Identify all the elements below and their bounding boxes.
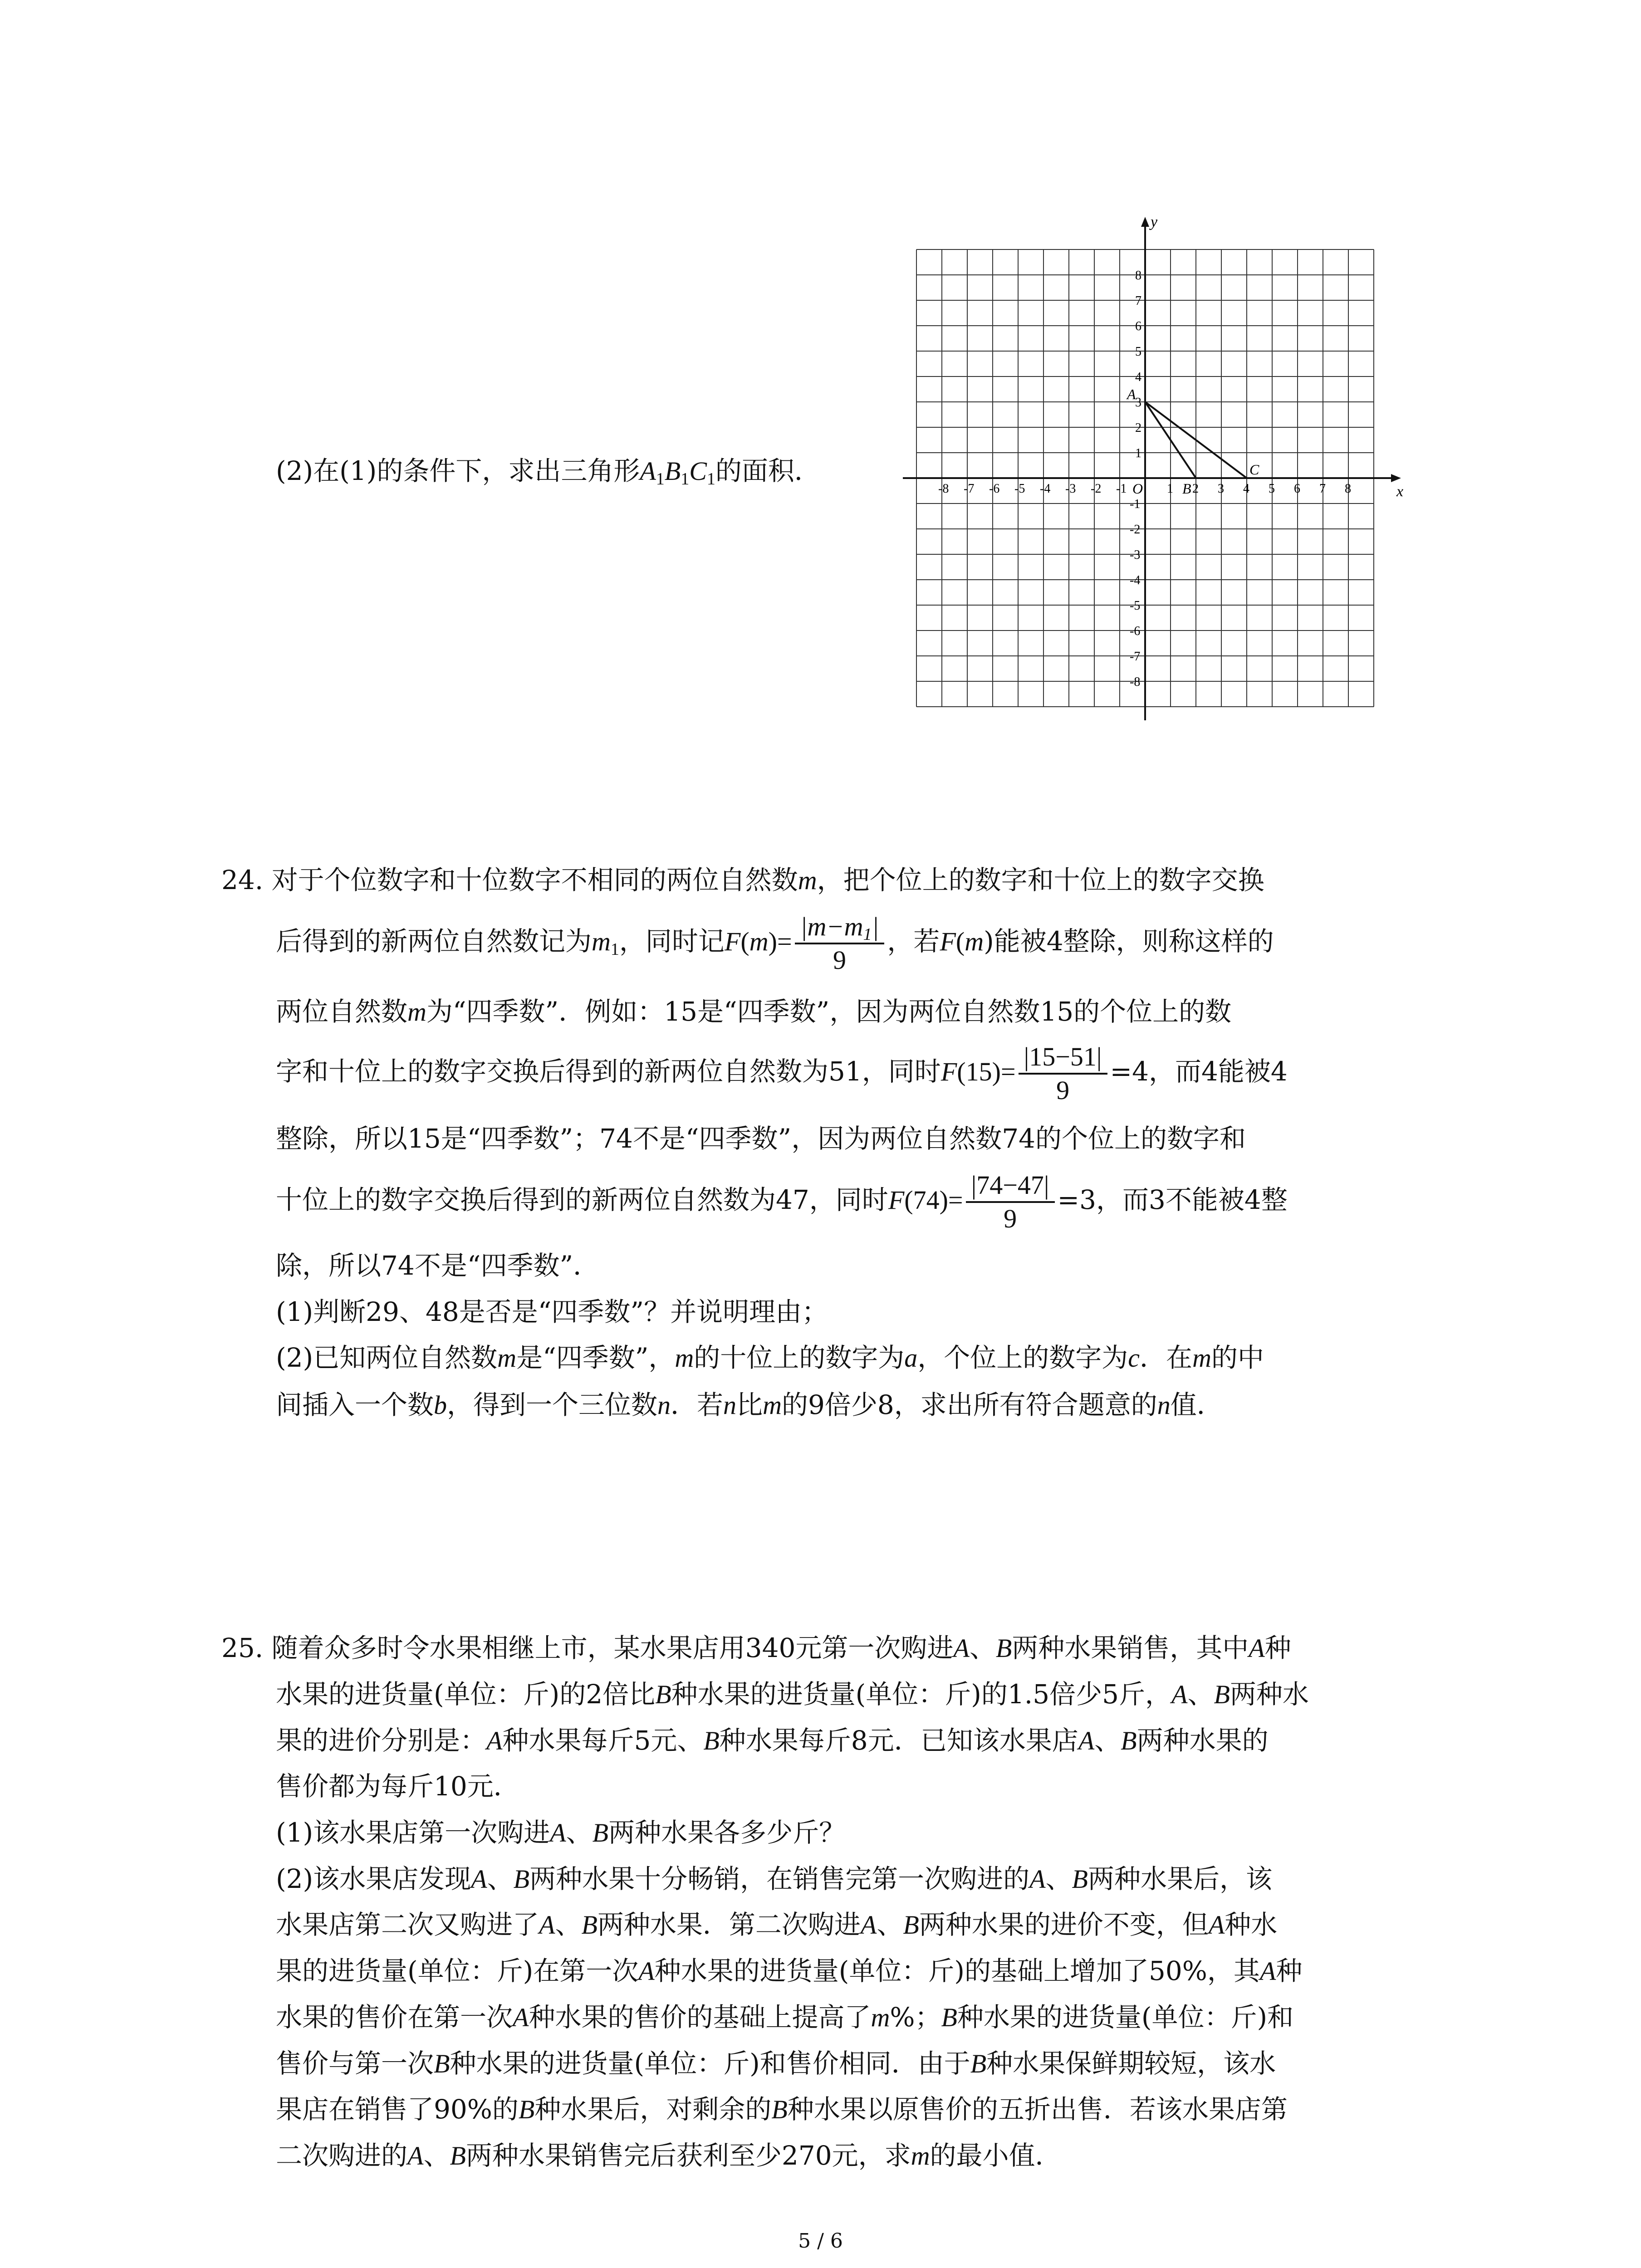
y-tick-label: -5 [1130,599,1141,613]
y-tick-label: 2 [1135,421,1141,435]
y-tick-label: -7 [1130,650,1141,664]
y-tick-label: 5 [1135,345,1141,359]
q25-part2-line-1: (2)该水果店发现A、B两种水果十分畅销，在销售完第一次购进的A、B两种水果后，该 [276,1863,1272,1894]
q25-line-1: 25. 随着众多时令水果相继上市，某水果店用340元第一次购进A、B两种水果销售，其中A种 [221,1633,1291,1663]
q25-part2-line-6: 果店在销售了90%的B种水果后，对剩余的B种水果以原售价的五折出售．若该水果店第 [276,2094,1288,2125]
x-tick-label: -2 [1091,482,1102,496]
x-tick-label: -8 [938,482,949,496]
y-axis-arrow [1141,217,1149,227]
x-tick-label: -6 [989,482,1000,496]
q25-part1: (1)该水果店第一次购进A、B两种水果各多少斤？ [276,1817,846,1848]
q23-part2: (2)在(1)的条件下，求出三角形$A_1B_1C_1$的面积． [276,455,821,489]
q25-line-3: 果的进价分别是：A种水果每斤5元、B种水果每斤8元．已知该水果店A、B两种水果的 [276,1725,1269,1756]
x-tick-label: 7 [1319,482,1326,496]
y-tick-label: 7 [1135,294,1141,308]
q24-line-5: 整除，所以15是“四季数”；74不是“四季数”，因为两位自然数74的个位上的数字和 [276,1123,1246,1154]
q25-part2-line-2: 水果店第二次又购进了A、B两种水果．第二次购进A、B两种水果的进价不变，但A种水 [276,1909,1278,1940]
q25-part2-line-5: 售价与第一次B种水果的进货量(单位：斤)和售价相同．由于B种水果保鲜期较短，该水 [276,2048,1276,2079]
q24-part2-line-1: (2)已知两位自然数m是“四季数”，m的十位上的数字为a，个位上的数字为c．在m的中 [276,1342,1264,1373]
q25-part2-line-3: 果的进货量(单位：斤)在第一次A种水果的进货量(单位：斤)的基础上增加了50%，其A种 [276,1955,1303,1986]
x-axis-arrow [1391,474,1401,482]
q24-part2-line-2: 间插入一个数b，得到一个三位数n．若n比m的9倍少8，求出所有符合题意的n值． [276,1389,1223,1420]
x-tick-label: 4 [1243,482,1249,496]
x-tick-label: -1 [1116,482,1127,496]
x-tick-label: 1 [1167,482,1173,496]
y-tick-label: 6 [1135,319,1141,333]
x-tick-label: -5 [1014,482,1025,496]
x-tick-label: 8 [1345,482,1351,496]
x-tick-label: 2 [1192,482,1199,496]
y-tick-label: -6 [1130,624,1141,638]
x-tick-label: -3 [1065,482,1076,496]
q25-part2-line-7: 二次购进的A、B两种水果销售完后获利至少270元，求m的最小值． [276,2140,1062,2171]
q24-line-3: 两位自然数m为“四季数”．例如：15是“四季数”，因为两位自然数15的个位上的数 [276,996,1232,1027]
y-axis-label: y [1151,214,1158,230]
point-a-label: A [1127,386,1136,402]
q24-line-6: 十位上的数字交换后得到的新两位自然数为47，同时F(74)= $\frac{|74-47|}{9}$ =3，而3不能被4整 [276,1169,1288,1235]
q25-line-4: 售价都为每斤10元． [276,1771,520,1802]
x-tick-label: -4 [1040,482,1051,496]
page-number: 5 / 6 [798,2229,843,2253]
y-tick-label: -8 [1130,675,1141,689]
q24-line-2: 后得到的新两位自然数记为$m_1$，同时记F(m)= $\frac{|m-m_1|}{9}$ ，若F(m)能被4整除，则称这样的 [276,911,1274,976]
fraction-F-74: $\frac{|74-47|}{9}$ [966,1169,1055,1235]
triangle-abc [1126,386,1259,497]
fraction-F-15: $\frac{|15-51|}{9}$ [1019,1041,1107,1106]
y-tick-label: -1 [1130,497,1141,511]
y-tick-label: 4 [1135,370,1141,384]
x-tick-label: 5 [1269,482,1275,496]
x-tick-label: 3 [1218,482,1224,496]
origin-label: O [1132,480,1143,497]
y-tick-label: -3 [1130,548,1141,562]
axes [903,214,1403,720]
y-tick-label: -2 [1130,523,1141,537]
point-c-label: C [1249,461,1259,478]
fraction-F-m: $\frac{|m-m_1|}{9}$ [795,911,885,976]
y-tick-label: 8 [1135,269,1141,283]
y-tick-label: 3 [1135,396,1141,410]
q24-line-4: 字和十位上的数字交换后得到的新两位自然数为51，同时F(15)= $\frac{|15-51|}{9}$ =4，而4能被4 [276,1041,1288,1106]
q24-part1: (1)判断29、48是否是“四季数”？并说明理由； [276,1296,828,1327]
q25-line-2: 水果的进货量(单位：斤)的2倍比B种水果的进货量(单位：斤)的1.5倍少5斤，A、B两种水 [276,1679,1309,1710]
x-tick-label: 6 [1294,482,1300,496]
q24-line-7: 除，所以74不是“四季数”． [276,1250,600,1281]
coordinate-grid [885,213,1420,739]
y-tick-label: -4 [1130,573,1141,587]
q24-line-1: 24. 对于个位数字和十位数字不相同的两位自然数m，把个位上的数字和十位上的数字交换 [221,865,1264,895]
y-tick-label: 1 [1135,446,1141,460]
q25-part2-line-4: 水果的售价在第一次A种水果的售价的基础上提高了m%；B种水果的进货量(单位：斤)和 [276,2002,1294,2033]
point-b-label: B [1182,480,1191,497]
x-tick-label: -7 [964,482,975,496]
x-axis-label: x [1396,483,1404,500]
